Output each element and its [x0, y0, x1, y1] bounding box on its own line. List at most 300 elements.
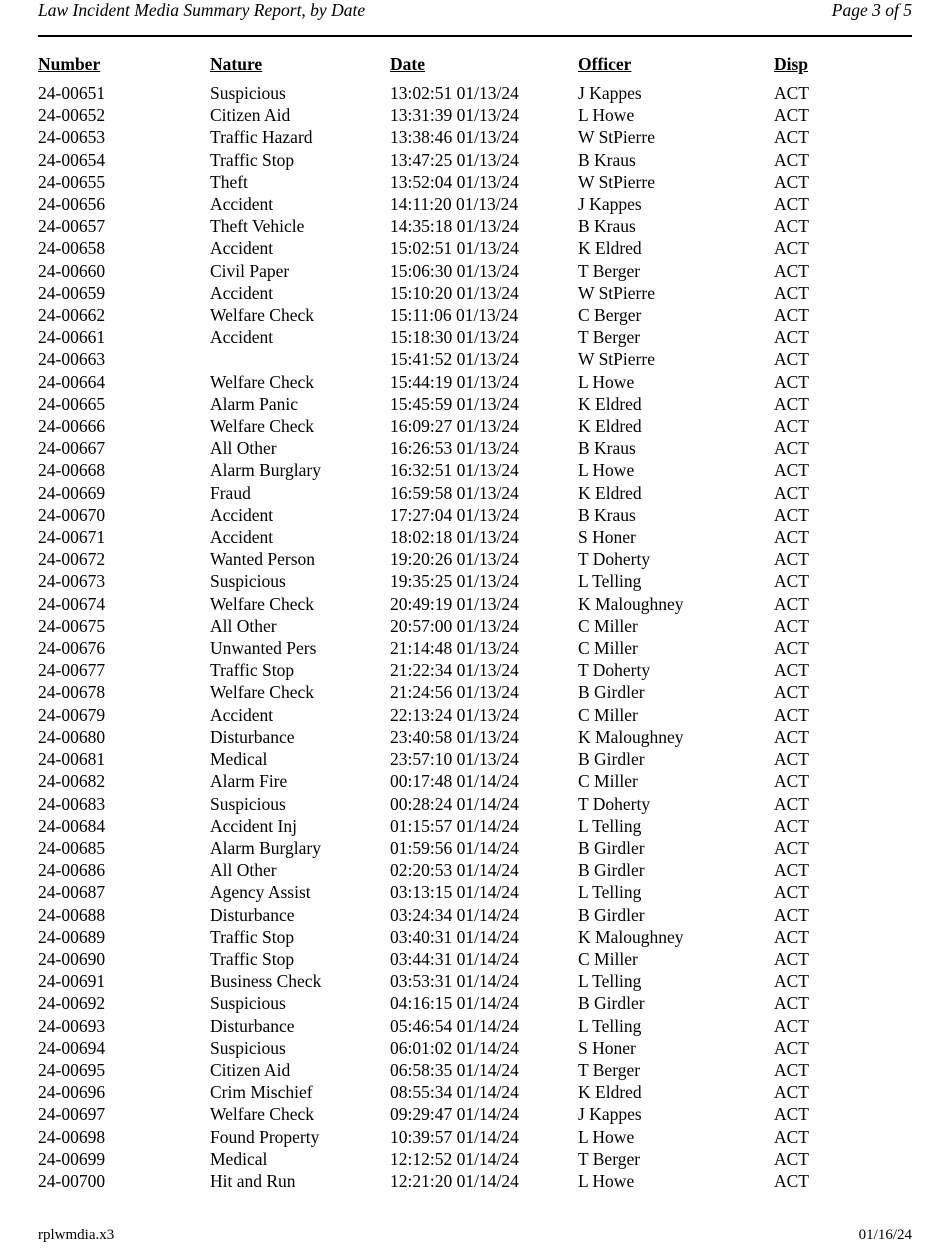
cell-officer: K Eldred	[578, 482, 642, 503]
cell-number: 24-00674	[38, 593, 106, 614]
cell-officer: T Doherty	[578, 660, 651, 681]
cell-date: 14:11:20 01/13/24	[390, 194, 519, 215]
cell-date: 23:57:10 01/13/24	[390, 749, 519, 770]
cell-number: 24-00655	[38, 171, 106, 192]
cell-number: 24-00687	[38, 882, 106, 903]
cell-nature: Agency Assist	[210, 882, 311, 903]
cell-disp: ACT	[774, 1059, 809, 1080]
cell-officer: L Howe	[578, 105, 635, 126]
cell-disp: ACT	[774, 482, 809, 503]
table-row	[38, 1037, 912, 1059]
incident-table	[38, 54, 912, 1192]
cell-nature: Accident	[210, 504, 274, 525]
cell-date: 15:44:19 01/13/24	[390, 371, 519, 392]
cell-nature: Welfare Check	[210, 416, 315, 437]
table-row	[38, 1015, 912, 1037]
cell-officer: K Eldred	[578, 393, 642, 414]
cell-nature: Welfare Check	[210, 1104, 315, 1125]
table-row	[38, 726, 912, 748]
cell-disp: ACT	[774, 793, 809, 814]
cell-date: 13:38:46 01/13/24	[390, 127, 519, 148]
cell-date: 03:44:31 01/14/24	[390, 948, 519, 969]
table-row	[38, 637, 912, 659]
table-row	[38, 992, 912, 1014]
cell-nature: Citizen Aid	[210, 1059, 291, 1080]
cell-officer: L Telling	[578, 882, 642, 903]
cell-date: 19:35:25 01/13/24	[390, 571, 519, 592]
cell-officer: L Howe	[578, 1126, 635, 1147]
cell-officer: C Miller	[578, 615, 638, 636]
cell-nature: Wanted Person	[210, 549, 316, 570]
cell-nature: All Other	[210, 438, 277, 459]
cell-disp: ACT	[774, 726, 809, 747]
table-row	[38, 504, 912, 526]
cell-date: 02:20:53 01/14/24	[390, 860, 519, 881]
cell-officer: J Kappes	[578, 83, 642, 103]
cell-disp: ACT	[774, 127, 809, 148]
cell-officer: B Girdler	[578, 682, 645, 703]
table-row	[38, 104, 912, 126]
footer-print-date: 01/16/24	[858, 1227, 912, 1243]
cell-officer: L Howe	[578, 460, 635, 481]
cell-number: 24-00682	[38, 771, 106, 792]
table-row	[38, 770, 912, 792]
report-title: Law Incident Media Summary Report, by Date	[38, 0, 366, 20]
cell-disp: ACT	[774, 882, 809, 903]
cell-disp: ACT	[774, 327, 809, 348]
cell-date: 15:10:20 01/13/24	[390, 282, 519, 303]
cell-officer: J Kappes	[578, 1104, 642, 1125]
cell-date: 06:58:35 01/14/24	[390, 1059, 519, 1080]
cell-officer: T Doherty	[578, 793, 651, 814]
cell-officer: K Eldred	[578, 1082, 642, 1103]
cell-number: 24-00685	[38, 837, 106, 858]
cell-disp: ACT	[774, 771, 809, 792]
column-header-number: Number	[38, 54, 101, 74]
table-row	[38, 215, 912, 237]
cell-nature: Welfare Check	[210, 682, 315, 703]
cell-nature: Suspicious	[210, 1037, 286, 1058]
cell-disp: ACT	[774, 571, 809, 592]
cell-number: 24-00697	[38, 1104, 106, 1125]
cell-nature: Alarm Fire	[210, 771, 288, 792]
cell-officer: B Girdler	[578, 904, 645, 925]
cell-number: 24-00680	[38, 726, 106, 747]
cell-officer: K Maloughney	[578, 926, 684, 947]
cell-number: 24-00686	[38, 860, 106, 881]
cell-date: 15:45:59 01/13/24	[390, 393, 519, 414]
cell-date: 13:31:39 01/13/24	[390, 105, 519, 126]
cell-officer: B Girdler	[578, 837, 645, 858]
cell-officer: W StPierre	[578, 282, 655, 303]
cell-officer: B Kraus	[578, 504, 636, 525]
cell-disp: ACT	[774, 1170, 809, 1191]
cell-number: 24-00693	[38, 1015, 106, 1036]
table-row	[38, 681, 912, 703]
cell-date: 16:09:27 01/13/24	[390, 416, 519, 437]
cell-disp: ACT	[774, 971, 809, 992]
cell-officer: B Kraus	[578, 438, 636, 459]
cell-disp: ACT	[774, 860, 809, 881]
cell-nature: Alarm Burglary	[210, 460, 321, 481]
cell-officer: K Eldred	[578, 416, 642, 437]
column-header-date: Date	[390, 54, 425, 74]
cell-number: 24-00654	[38, 149, 106, 170]
cell-officer: T Berger	[578, 327, 641, 348]
table-row	[38, 82, 912, 104]
cell-nature: Found Property	[210, 1126, 320, 1147]
table-row	[38, 704, 912, 726]
cell-disp: ACT	[774, 682, 809, 703]
cell-officer: B Girdler	[578, 993, 645, 1014]
cell-disp: ACT	[774, 837, 809, 858]
cell-nature: All Other	[210, 615, 277, 636]
cell-nature: Traffic Stop	[210, 948, 295, 969]
cell-date: 19:20:26 01/13/24	[390, 549, 519, 570]
cell-number: 24-00695	[38, 1059, 106, 1080]
cell-date: 03:13:15 01/14/24	[390, 882, 519, 903]
table-row	[38, 904, 912, 926]
cell-number: 24-00689	[38, 926, 106, 947]
cell-number: 24-00691	[38, 971, 106, 992]
table-row	[38, 371, 912, 393]
cell-date: 14:35:18 01/13/24	[390, 216, 519, 237]
cell-nature: Traffic Stop	[210, 149, 295, 170]
cell-disp: ACT	[774, 593, 809, 614]
cell-disp: ACT	[774, 149, 809, 170]
cell-date: 03:53:31 01/14/24	[390, 971, 519, 992]
cell-date: 15:11:06 01/13/24	[390, 305, 519, 326]
cell-number: 24-00676	[38, 638, 106, 659]
cell-date: 21:14:48 01/13/24	[390, 638, 519, 659]
cell-officer: L Telling	[578, 1015, 642, 1036]
table-row	[38, 948, 912, 970]
cell-nature: Alarm Burglary	[210, 837, 321, 858]
cell-date: 08:55:34 01/14/24	[390, 1082, 519, 1103]
cell-number: 24-00672	[38, 549, 106, 570]
cell-date: 12:21:20 01/14/24	[390, 1170, 519, 1191]
cell-nature: Traffic Stop	[210, 926, 295, 947]
cell-date: 20:49:19 01/13/24	[390, 593, 519, 614]
cell-number: 24-00660	[38, 260, 106, 281]
table-row	[38, 926, 912, 948]
table-row	[38, 748, 912, 770]
cell-disp: ACT	[774, 216, 809, 237]
table-row	[38, 1059, 912, 1081]
cell-number: 24-00665	[38, 393, 106, 414]
cell-nature: Accident	[210, 238, 274, 259]
cell-number: 24-00692	[38, 993, 106, 1014]
table-row	[38, 837, 912, 859]
cell-date: 01:15:57 01/14/24	[390, 815, 519, 836]
cell-disp: ACT	[774, 260, 809, 281]
table-row	[38, 149, 912, 171]
cell-disp: ACT	[774, 815, 809, 836]
cell-disp: ACT	[774, 904, 809, 925]
cell-disp: ACT	[774, 749, 809, 770]
cell-disp: ACT	[774, 349, 809, 370]
cell-date: 10:39:57 01/14/24	[390, 1126, 519, 1147]
cell-disp: ACT	[774, 1104, 809, 1125]
cell-date: 15:41:52 01/13/24	[390, 349, 519, 370]
cell-disp: ACT	[774, 438, 809, 459]
cell-officer: L Howe	[578, 371, 635, 392]
cell-officer: C Miller	[578, 771, 638, 792]
cell-disp: ACT	[774, 1082, 809, 1103]
cell-officer: B Kraus	[578, 216, 636, 237]
cell-officer: W StPierre	[578, 127, 655, 148]
cell-date: 15:06:30 01/13/24	[390, 260, 519, 281]
table-row	[38, 570, 912, 592]
cell-date: 21:24:56 01/13/24	[390, 682, 519, 703]
table-header-row	[38, 54, 912, 82]
cell-nature: Accident	[210, 327, 274, 348]
table-row	[38, 1148, 912, 1170]
cell-disp: ACT	[774, 171, 809, 192]
cell-officer: C Berger	[578, 305, 642, 326]
cell-officer: W StPierre	[578, 349, 655, 370]
cell-date: 04:16:15 01/14/24	[390, 993, 519, 1014]
table-row	[38, 348, 912, 370]
cell-disp: ACT	[774, 615, 809, 636]
cell-date: 06:01:02 01/14/24	[390, 1037, 519, 1058]
cell-number: 24-00699	[38, 1148, 106, 1169]
table-row	[38, 171, 912, 193]
cell-nature: Welfare Check	[210, 305, 315, 326]
cell-date: 16:32:51 01/13/24	[390, 460, 519, 481]
cell-date: 17:27:04 01/13/24	[390, 504, 519, 525]
cell-officer: S Honer	[578, 1037, 636, 1058]
cell-date: 12:12:52 01/14/24	[390, 1148, 519, 1169]
cell-date: 03:40:31 01/14/24	[390, 926, 519, 947]
cell-number: 24-00657	[38, 216, 106, 237]
cell-disp: ACT	[774, 238, 809, 259]
cell-nature: Suspicious	[210, 793, 286, 814]
cell-date: 18:02:18 01/13/24	[390, 527, 519, 548]
cell-disp: ACT	[774, 926, 809, 947]
cell-number: 24-00671	[38, 527, 106, 548]
cell-nature: Disturbance	[210, 904, 295, 925]
table-row	[38, 1126, 912, 1148]
cell-nature: Medical	[210, 1148, 268, 1169]
cell-nature: Accident Inj	[210, 815, 297, 836]
cell-nature: Medical	[210, 749, 268, 770]
cell-number: 24-00668	[38, 460, 106, 481]
table-row	[38, 615, 912, 637]
cell-disp: ACT	[774, 393, 809, 414]
table-row	[38, 881, 912, 903]
cell-number: 24-00694	[38, 1037, 106, 1058]
cell-officer: C Miller	[578, 948, 638, 969]
cell-disp: ACT	[774, 704, 809, 725]
cell-nature: Accident	[210, 194, 274, 215]
cell-number: 24-00677	[38, 660, 106, 681]
table-row	[38, 526, 912, 548]
page-footer	[38, 1227, 912, 1244]
cell-officer: C Miller	[578, 704, 638, 725]
cell-disp: ACT	[774, 1148, 809, 1169]
cell-officer: K Eldred	[578, 238, 642, 259]
cell-nature: Traffic Hazard	[210, 127, 313, 148]
cell-disp: ACT	[774, 504, 809, 525]
cell-officer: J Kappes	[578, 194, 642, 215]
cell-number: 24-00683	[38, 793, 106, 814]
cell-number: 24-00662	[38, 305, 106, 326]
cell-officer: B Kraus	[578, 149, 636, 170]
table-row	[38, 237, 912, 259]
cell-number: 24-00698	[38, 1126, 106, 1147]
column-header-disp: Disp	[774, 54, 809, 74]
cell-disp: ACT	[774, 527, 809, 548]
cell-number: 24-00663	[38, 349, 106, 370]
cell-nature: Theft Vehicle	[210, 216, 305, 237]
cell-date: 16:59:58 01/13/24	[390, 482, 519, 503]
cell-officer: L Telling	[578, 571, 642, 592]
cell-disp: ACT	[774, 993, 809, 1014]
table-row	[38, 393, 912, 415]
table-row	[38, 1103, 912, 1125]
cell-number: 24-00700	[38, 1170, 106, 1191]
cell-number: 24-00690	[38, 948, 106, 969]
cell-disp: ACT	[774, 1015, 809, 1036]
cell-officer: L Telling	[578, 971, 642, 992]
cell-date: 00:17:48 01/14/24	[390, 771, 519, 792]
cell-number: 24-00679	[38, 704, 106, 725]
cell-officer: C Miller	[578, 638, 638, 659]
cell-date: 15:18:30 01/13/24	[390, 327, 519, 348]
footer-report-id: rplwmdia.x3	[38, 1227, 115, 1243]
cell-nature: Suspicious	[210, 83, 286, 103]
cell-number: 24-00664	[38, 371, 106, 392]
cell-date: 01:59:56 01/14/24	[390, 837, 519, 858]
cell-date: 16:26:53 01/13/24	[390, 438, 519, 459]
cell-disp: ACT	[774, 660, 809, 681]
cell-officer: T Berger	[578, 1059, 641, 1080]
cell-disp: ACT	[774, 105, 809, 126]
cell-date: 00:28:24 01/14/24	[390, 793, 519, 814]
header-divider	[38, 35, 912, 37]
cell-officer: W StPierre	[578, 171, 655, 192]
cell-disp: ACT	[774, 194, 809, 215]
table-row	[38, 659, 912, 681]
cell-nature: Business Check	[210, 971, 322, 992]
cell-date: 20:57:00 01/13/24	[390, 615, 519, 636]
cell-date: 09:29:47 01/14/24	[390, 1104, 519, 1125]
cell-nature: Civil Paper	[210, 260, 290, 281]
cell-disp: ACT	[774, 1126, 809, 1147]
table-row	[38, 437, 912, 459]
cell-number: 24-00675	[38, 615, 106, 636]
table-row	[38, 282, 912, 304]
table-row	[38, 459, 912, 481]
table-row	[38, 970, 912, 992]
cell-nature: Disturbance	[210, 1015, 295, 1036]
cell-nature	[210, 348, 390, 370]
cell-disp: ACT	[774, 1037, 809, 1058]
cell-disp: ACT	[774, 416, 809, 437]
cell-disp: ACT	[774, 948, 809, 969]
cell-nature: Suspicious	[210, 571, 286, 592]
cell-number: 24-00666	[38, 416, 106, 437]
cell-number: 24-00688	[38, 904, 106, 925]
table-row	[38, 1170, 912, 1192]
table-row	[38, 859, 912, 881]
cell-number: 24-00673	[38, 571, 106, 592]
cell-number: 24-00656	[38, 194, 106, 215]
cell-officer: B Girdler	[578, 749, 645, 770]
column-header-nature: Nature	[210, 54, 263, 74]
table-row	[38, 126, 912, 148]
table-row	[38, 793, 912, 815]
page-header	[38, 0, 912, 26]
cell-nature: Accident	[210, 704, 274, 725]
cell-disp: ACT	[774, 638, 809, 659]
cell-date: 13:47:25 01/13/24	[390, 149, 519, 170]
cell-officer: T Berger	[578, 260, 641, 281]
cell-nature: Traffic Stop	[210, 660, 295, 681]
cell-nature: Welfare Check	[210, 593, 315, 614]
cell-officer: L Howe	[578, 1170, 635, 1191]
cell-officer: K Maloughney	[578, 726, 684, 747]
cell-disp: ACT	[774, 83, 809, 103]
cell-nature: Hit and Run	[210, 1170, 296, 1191]
cell-disp: ACT	[774, 371, 809, 392]
cell-number: 24-00652	[38, 105, 106, 126]
column-header-officer: Officer	[578, 54, 632, 74]
cell-nature: Citizen Aid	[210, 105, 291, 126]
cell-date: 21:22:34 01/13/24	[390, 660, 519, 681]
table-row	[38, 415, 912, 437]
cell-number: 24-00681	[38, 749, 106, 770]
cell-disp: ACT	[774, 282, 809, 303]
cell-date: 23:40:58 01/13/24	[390, 726, 519, 747]
cell-disp: ACT	[774, 460, 809, 481]
cell-nature: All Other	[210, 860, 277, 881]
cell-number: 24-00667	[38, 438, 106, 459]
table-row	[38, 260, 912, 282]
cell-number: 24-00696	[38, 1082, 106, 1103]
cell-number: 24-00669	[38, 482, 106, 503]
table-row	[38, 593, 912, 615]
cell-officer: T Doherty	[578, 549, 651, 570]
cell-nature: Fraud	[210, 482, 251, 503]
cell-officer: T Berger	[578, 1148, 641, 1169]
page-number-label: Page 3 of 5	[831, 0, 912, 20]
cell-number: 24-00659	[38, 282, 106, 303]
cell-number: 24-00684	[38, 815, 106, 836]
cell-nature: Welfare Check	[210, 371, 315, 392]
cell-nature: Suspicious	[210, 993, 286, 1014]
cell-nature: Theft	[210, 171, 248, 192]
cell-nature: Accident	[210, 527, 274, 548]
cell-nature: Accident	[210, 282, 274, 303]
cell-number: 24-00658	[38, 238, 106, 259]
cell-date: 13:52:04 01/13/24	[390, 171, 519, 192]
cell-date: 15:02:51 01/13/24	[390, 238, 519, 259]
table-row	[38, 548, 912, 570]
cell-date: 13:02:51 01/13/24	[390, 83, 519, 103]
table-row	[38, 482, 912, 504]
cell-number: 24-00670	[38, 504, 106, 525]
table-row	[38, 1081, 912, 1103]
table-row	[38, 193, 912, 215]
cell-officer: S Honer	[578, 527, 636, 548]
cell-nature: Disturbance	[210, 726, 295, 747]
cell-disp: ACT	[774, 305, 809, 326]
cell-officer: K Maloughney	[578, 593, 684, 614]
cell-number: 24-00653	[38, 127, 106, 148]
table-row	[38, 326, 912, 348]
